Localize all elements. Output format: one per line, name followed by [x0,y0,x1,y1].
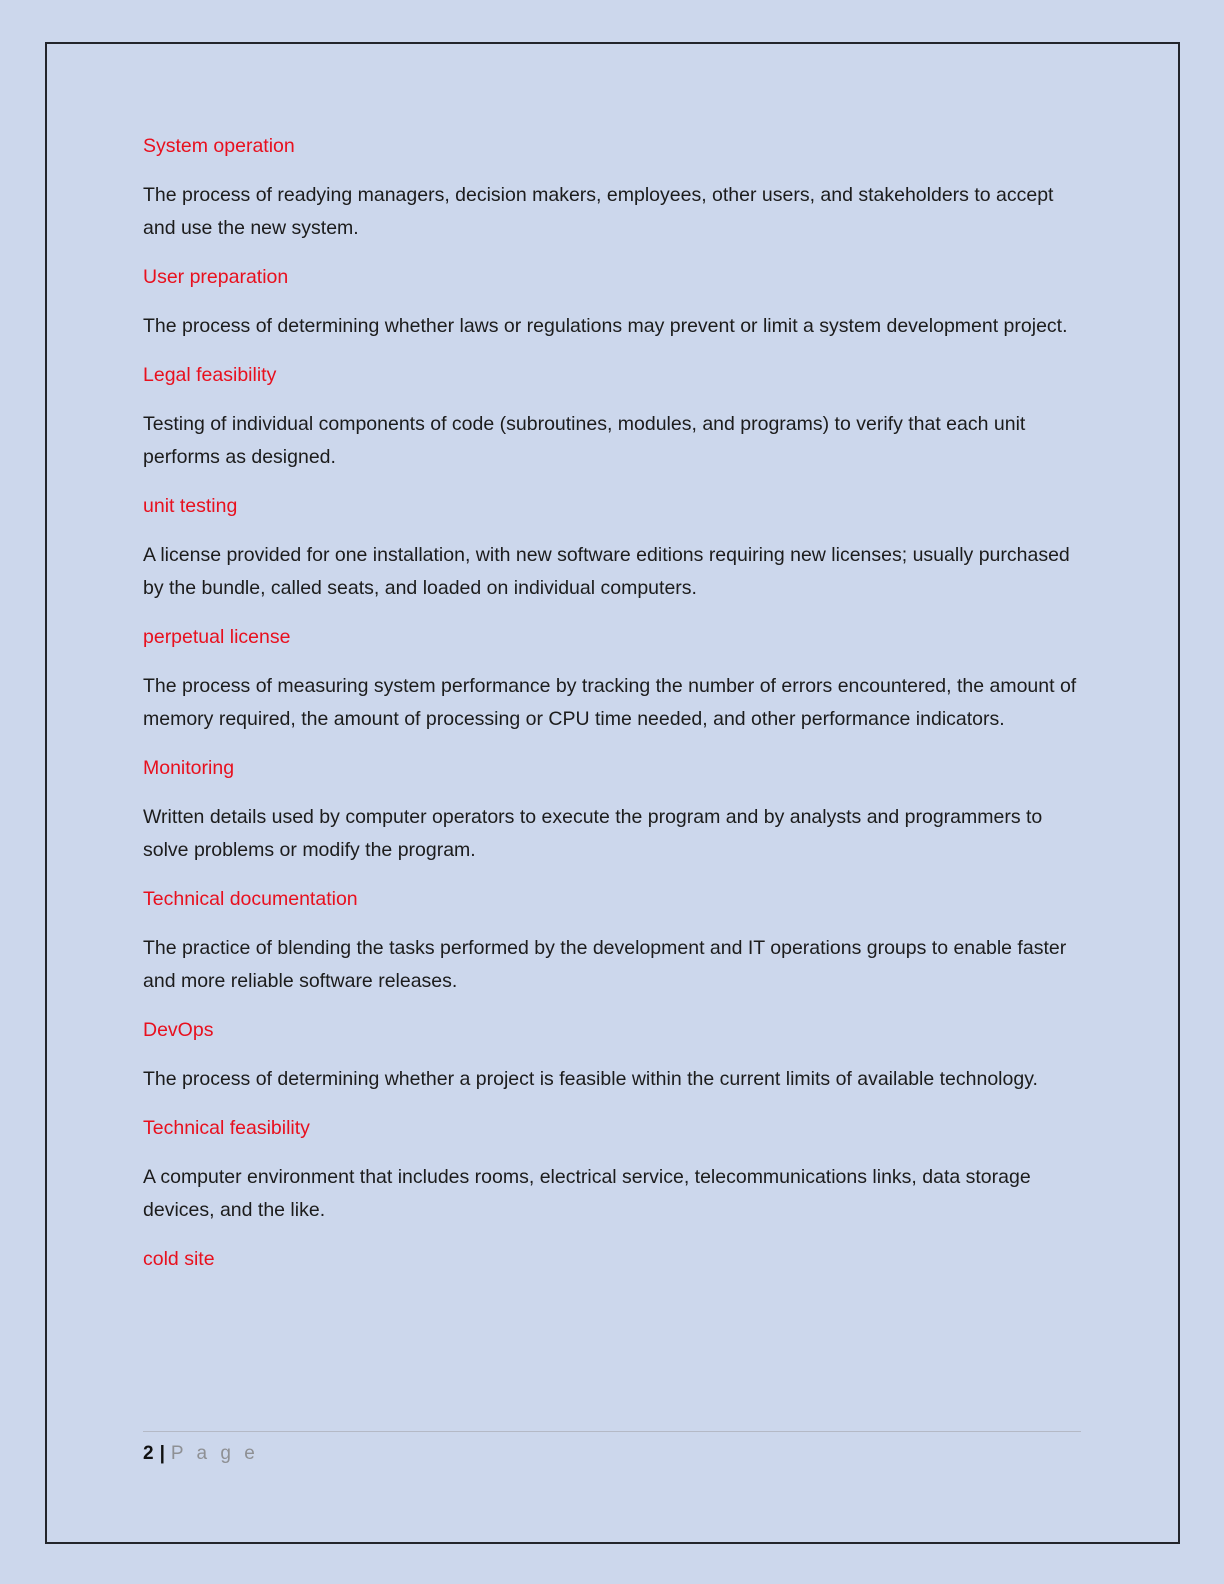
glossary-term: DevOps [143,1019,214,1041]
glossary-definition: The process of determining whether a project is feasible within the current limits of available technology. [143,1068,1038,1090]
glossary-term: Monitoring [143,757,235,779]
glossary-definition: A computer environment that includes rooms, electrical service, telecommunications links, data storage devices, and the like. [143,1166,1031,1221]
glossary-term: perpetual license [143,626,291,648]
glossary-term: unit testing [143,495,238,517]
glossary-term: Technical feasibility [143,1117,310,1139]
page-footer [143,1443,259,1465]
glossary-term: System operation [143,135,295,157]
glossary-content [143,130,1081,1292]
glossary-term: Legal feasibility [143,364,277,386]
glossary-definition: The process of readying managers, decision makers, employees, other users, and stakeholders to accept and use the new system. [143,184,1054,239]
glossary-definition: Written details used by computer operators to execute the program and by analysts and programmers to solve problems or modify the program. [143,806,1043,861]
glossary-definition: The process of determining whether laws or regulations may prevent or limit a system development project. [143,315,1068,337]
page-number: 2 [143,1443,154,1464]
glossary-definition: Testing of individual components of code (subroutines, modules, and programs) to verify that each unit performs as designed. [143,413,1026,468]
footer-separator: | [159,1443,165,1464]
glossary-definition: The practice of blending the tasks performed by the development and IT operations groups to enable faster and more reliable software releases. [143,937,1067,992]
glossary-term: cold site [143,1248,215,1270]
glossary-term: Technical documentation [143,888,358,910]
page-label: P a g e [170,1443,259,1464]
glossary-definition: A license provided for one installation, with new software editions requiring new licenses; usually purchased by the bundle, called seats, and loaded on individual computers. [143,544,1070,599]
glossary-definition: The process of measuring system performance by tracking the number of errors encountered, the amount of memory required, the amount of processing or CPU time needed, and other performance indicators. [143,675,1077,730]
glossary-term: User preparation [143,266,289,288]
footer-divider [143,1431,1081,1432]
